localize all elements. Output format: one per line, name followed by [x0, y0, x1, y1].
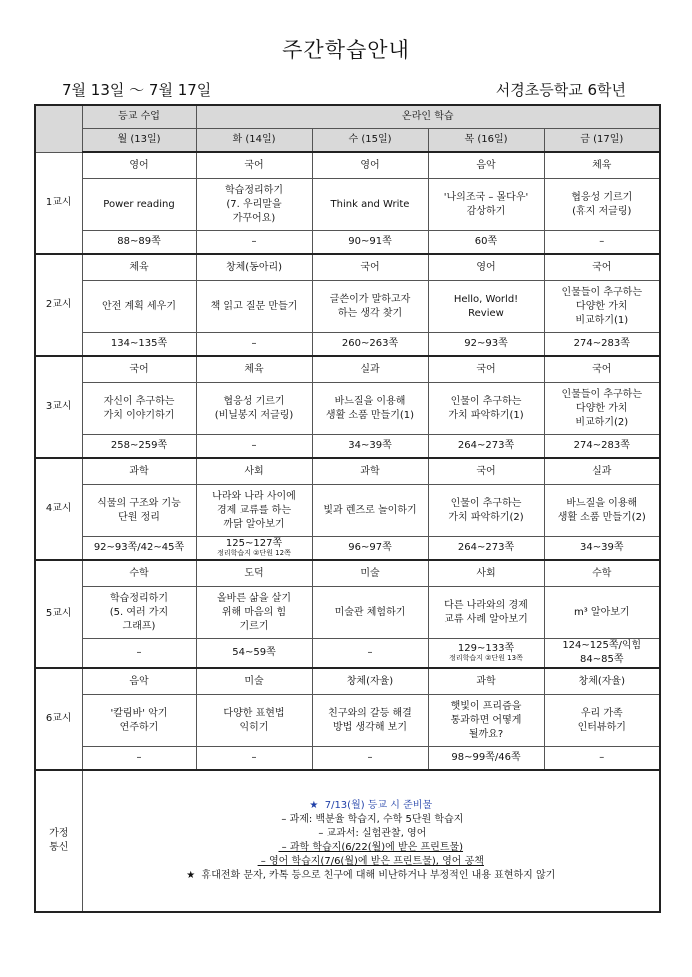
- subject-cell: 창체(자율): [544, 668, 660, 695]
- period-label: 6교시: [35, 668, 82, 770]
- page-note: 정리학습지 ②단원 13쪽: [449, 654, 523, 662]
- page-row: [35, 747, 660, 771]
- page-cell: [428, 639, 544, 669]
- page-range: 258~259쪽: [110, 440, 168, 451]
- subject-cell: 수학: [544, 560, 660, 587]
- page-row: [35, 537, 660, 561]
- activity-cell: Power reading: [82, 179, 196, 231]
- subject-cell: 도덕: [196, 560, 312, 587]
- page-range: –: [136, 647, 142, 658]
- page-cell: [312, 639, 428, 669]
- corner-cell: [35, 105, 82, 152]
- activity-cell: 빛과 렌즈로 놀이하기: [312, 485, 428, 537]
- page-row: [35, 435, 660, 459]
- period-label: 1교시: [35, 152, 82, 254]
- subject-row: [35, 152, 660, 179]
- activity-cell: 인물들이 추구하는 다양한 가치 비교하기(2): [544, 383, 660, 435]
- period-label: 3교시: [35, 356, 82, 458]
- page-row: [35, 333, 660, 357]
- activity-cell: 안전 계획 세우기: [82, 281, 196, 333]
- page-cell: [428, 231, 544, 255]
- activity-cell: 인물이 추구하는 가치 파악하기(2): [428, 485, 544, 537]
- subject-cell: 영어: [428, 254, 544, 281]
- subject-cell: 음악: [428, 152, 544, 179]
- activity-row: [35, 485, 660, 537]
- days-header-row: [35, 129, 660, 153]
- page-range: –: [599, 752, 605, 763]
- page-row: [35, 639, 660, 669]
- page-cell: [82, 537, 196, 561]
- page-cell: [312, 747, 428, 771]
- page-cell: [82, 639, 196, 669]
- subject-cell: 과학: [312, 458, 428, 485]
- page-cell: [544, 435, 660, 459]
- page-cell: [428, 537, 544, 561]
- activity-cell: 우리 가족 인터뷰하기: [544, 695, 660, 747]
- offline-header: 등교 수업: [82, 105, 196, 129]
- notice-line: – 영어 학습지(7/6(월)에 받은 프린트물), 영어 공책: [257, 856, 484, 867]
- date-range: 7월 13일 ～ 7월 17일: [62, 81, 212, 99]
- activity-cell: 식물의 구조와 기능 단원 정리: [82, 485, 196, 537]
- page-cell: [544, 333, 660, 357]
- activity-row: [35, 695, 660, 747]
- page-cell: [428, 333, 544, 357]
- activity-cell: 자신이 추구하는 가치 이야기하기: [82, 383, 196, 435]
- page-range: –: [599, 236, 605, 247]
- subject-cell: 미술: [312, 560, 428, 587]
- day-header: 월 (13일): [82, 129, 196, 153]
- subject-cell: 과학: [82, 458, 196, 485]
- subject-cell: 미술: [196, 668, 312, 695]
- activity-cell: 협응성 기르기 (비닐봉지 저글링): [196, 383, 312, 435]
- activity-cell: 올바른 삶을 살기 위해 마음의 힘 기르기: [196, 587, 312, 639]
- page-cell: [312, 231, 428, 255]
- subject-cell: 국어: [196, 152, 312, 179]
- activity-cell: 학습정리하기 (5. 여러 가지 그래프): [82, 587, 196, 639]
- subject-cell: 음악: [82, 668, 196, 695]
- page-range: 98~99쪽/46쪽: [451, 752, 521, 763]
- period-label: 4교시: [35, 458, 82, 560]
- subject-row: [35, 668, 660, 695]
- page-cell: [312, 537, 428, 561]
- page-range: –: [251, 440, 257, 451]
- page-range: 125~127쪽: [225, 538, 283, 549]
- period-label: 5교시: [35, 560, 82, 668]
- subject-cell: 체육: [544, 152, 660, 179]
- page-range: 264~273쪽: [457, 542, 515, 553]
- notice-line: ★ 7/13(월) 등교 시 준비물: [309, 800, 433, 811]
- notice-label: 가정 통신: [35, 770, 82, 912]
- subject-cell: 실과: [312, 356, 428, 383]
- subject-row: [35, 254, 660, 281]
- page-cell: [196, 333, 312, 357]
- notice-line: ★ 휴대전화 문자, 카톡 등으로 친구에 대해 비난하거나 부정적인 내용 표현하지 않기: [186, 870, 556, 881]
- page-cell: [544, 747, 660, 771]
- page-range: –: [251, 338, 257, 349]
- activity-row: [35, 179, 660, 231]
- subject-cell: 국어: [82, 356, 196, 383]
- page-cell: [196, 231, 312, 255]
- subject-cell: 체육: [82, 254, 196, 281]
- group-header-row: [35, 105, 660, 129]
- weekly-schedule-table: [34, 104, 661, 913]
- day-header: 수 (15일): [312, 129, 428, 153]
- subject-cell: 국어: [428, 458, 544, 485]
- activity-cell: 다른 나라와의 경제 교류 사례 알아보기: [428, 587, 544, 639]
- page-range: 274~283쪽: [573, 440, 630, 451]
- period-label: 2교시: [35, 254, 82, 356]
- page-range: 274~283쪽: [573, 338, 630, 349]
- activity-row: [35, 587, 660, 639]
- page-cell: [82, 231, 196, 255]
- subject-cell: 수학: [82, 560, 196, 587]
- page-range: 96~97쪽: [348, 542, 392, 553]
- notice-line: – 과학 학습지(6/22(월)에 받은 프린트물): [278, 842, 464, 853]
- activity-cell: 학습정리하기 (7. 우리말을 가꾸어요): [196, 179, 312, 231]
- page-cell: [196, 747, 312, 771]
- school-name: 서경초등학교 6학년: [495, 81, 626, 99]
- page-cell: [312, 333, 428, 357]
- subject-cell: 영어: [82, 152, 196, 179]
- activity-cell: 바느질을 이용해 생활 소품 만들기(2): [544, 485, 660, 537]
- page-cell: [544, 231, 660, 255]
- page-range: 124~125쪽/익힘84~85쪽: [562, 640, 642, 665]
- page-range: –: [367, 647, 373, 658]
- activity-cell: '칼림바' 악기 연주하기: [82, 695, 196, 747]
- subject-cell: 사회: [196, 458, 312, 485]
- notice-content: [82, 770, 660, 912]
- page-range: 90~91쪽: [348, 236, 392, 247]
- activity-cell: 인물들이 추구하는 다양한 가치 비교하기(1): [544, 281, 660, 333]
- subject-row: [35, 356, 660, 383]
- day-header: 화 (14일): [196, 129, 312, 153]
- subject-cell: 창체(자율): [312, 668, 428, 695]
- page-cell: [82, 747, 196, 771]
- page-range: 260~263쪽: [341, 338, 399, 349]
- page-range: –: [367, 752, 373, 763]
- page-cell: [196, 435, 312, 459]
- page-range: 92~93쪽/42~45쪽: [93, 542, 185, 553]
- subject-row: [35, 458, 660, 485]
- page-cell: [196, 639, 312, 669]
- notice-line: – 과제: 백분율 학습지, 수학 5단원 학습지: [278, 814, 464, 825]
- page-cell: [196, 537, 312, 561]
- activity-cell: 친구와의 갈등 해결 방법 생각해 보기: [312, 695, 428, 747]
- page-note: 정리학습지 ②단원 12쪽: [217, 549, 291, 557]
- page-cell: [312, 435, 428, 459]
- activity-cell: Hello, World! Review: [428, 281, 544, 333]
- activity-row: [35, 383, 660, 435]
- online-header: 온라인 학습: [196, 105, 660, 129]
- page-row: [35, 231, 660, 255]
- page-cell: [428, 747, 544, 771]
- day-header: 목 (16일): [428, 129, 544, 153]
- page-range: –: [136, 752, 142, 763]
- subject-cell: 국어: [544, 356, 660, 383]
- subject-row: [35, 560, 660, 587]
- page-range: –: [251, 752, 257, 763]
- activity-cell: 책 읽고 질문 만들기: [196, 281, 312, 333]
- activity-cell: 햇빛이 프리즘을 통과하면 어떻게 될까요?: [428, 695, 544, 747]
- page-cell: [544, 537, 660, 561]
- activity-cell: 나라와 나라 사이에 경제 교류를 하는 까닭 알아보기: [196, 485, 312, 537]
- activity-cell: '나의조국 – 몰다우' 감상하기: [428, 179, 544, 231]
- subject-cell: 국어: [428, 356, 544, 383]
- notice-line: – 교과서: 실험관찰, 영어: [315, 828, 427, 839]
- activity-cell: 글쓴이가 말하고자 하는 생각 찾기: [312, 281, 428, 333]
- page-title: 주간학습안내: [282, 38, 410, 62]
- activity-cell: m³ 알아보기: [544, 587, 660, 639]
- subject-cell: 영어: [312, 152, 428, 179]
- subject-cell: 국어: [544, 254, 660, 281]
- activity-cell: 미술관 체험하기: [312, 587, 428, 639]
- subject-cell: 사회: [428, 560, 544, 587]
- activity-cell: 협응성 기르기 (휴지 저글링): [544, 179, 660, 231]
- page-range: 88~89쪽: [117, 236, 161, 247]
- page-cell: [544, 639, 660, 669]
- activity-cell: 바느질을 이용해 생활 소품 만들기(1): [312, 383, 428, 435]
- page-range: 264~273쪽: [457, 440, 515, 451]
- page-cell: [82, 435, 196, 459]
- subject-cell: 과학: [428, 668, 544, 695]
- activity-cell: 다양한 표현법 익히기: [196, 695, 312, 747]
- page-range: –: [251, 236, 257, 247]
- activity-row: [35, 281, 660, 333]
- activity-cell: Think and Write: [312, 179, 428, 231]
- page-cell: [82, 333, 196, 357]
- page-range: 34~39쪽: [580, 542, 624, 553]
- subject-cell: 체육: [196, 356, 312, 383]
- subject-cell: 실과: [544, 458, 660, 485]
- notice-row: [35, 770, 660, 912]
- page-range: 134~135쪽: [110, 338, 168, 349]
- page-range: 34~39쪽: [348, 440, 392, 451]
- activity-cell: 인물이 추구하는 가치 파악하기(1): [428, 383, 544, 435]
- subject-cell: 국어: [312, 254, 428, 281]
- day-header: 금 (17일): [544, 129, 660, 153]
- subject-cell: 창체(동아리): [196, 254, 312, 281]
- page-range: 129~133쪽: [457, 643, 515, 654]
- page-range: 60쪽: [474, 236, 498, 247]
- page-range: 54~59쪽: [232, 647, 276, 658]
- page-range: 92~93쪽: [464, 338, 508, 349]
- page-cell: [428, 435, 544, 459]
